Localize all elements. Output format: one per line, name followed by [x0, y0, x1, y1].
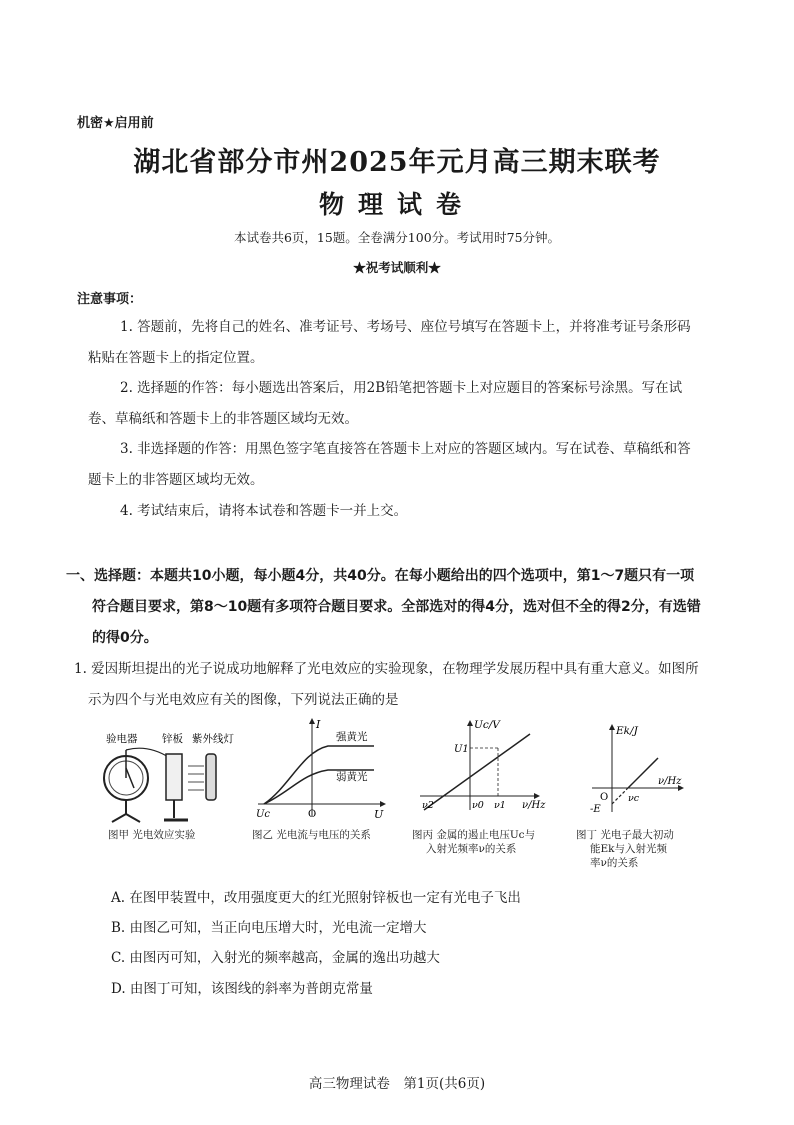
ek-line [628, 758, 658, 788]
label-uv-lamp: 紫外线灯 [192, 733, 234, 745]
option-c[interactable]: C. 由图丙可知，入射光的频率越高，金属的逸出功越大 [111, 950, 440, 966]
figure-c-caption-line2: 入射光频率ν的关系 [426, 843, 517, 855]
v0-label: ν0 [472, 800, 484, 811]
figure-b-caption: 图乙 光电流与电压的关系 [252, 829, 371, 841]
notice-item-2: 2. 选择题的作答：每小题选出答案后，用2B铅笔把答题卡上对应题目的答案标号涂黑。写在试卷、草稿纸和答题卡上的非答题区域均无效。 [88, 380, 683, 427]
notice-item-4: 4. 考试结束后，请将本试卷和答题卡一并上交。 [120, 503, 408, 519]
stand-leg-left [112, 814, 126, 822]
section-heading-text: 一、选择题：本题共10小题，每小题4分，共40分。在每小题给出的四个选项中，第1～7题只有一项符合题目要求，第8～10题有多项符合题目要求。全部选对的得4分，选对但不全的得2分，有选错的得0分。 [66, 568, 701, 646]
y-axis-label: Uc/V [474, 719, 500, 731]
uc-line [424, 734, 530, 810]
figure-c-uc-graph [412, 716, 552, 822]
x-axis-label: ν/Hz [658, 776, 682, 787]
x-axis-label: ν/Hz [522, 800, 546, 811]
figure-d-caption-line3: 率ν的关系 [590, 857, 639, 869]
y-axis-arrow [309, 718, 315, 724]
figure-d-caption-line1: 图丁 光电子最大初动 [576, 829, 674, 841]
question-1-stem [74, 654, 702, 716]
good-luck-note: ★祝考试顺利★ [353, 260, 441, 275]
section-heading [66, 561, 704, 654]
strong-light-label: 强黄光 [336, 731, 368, 743]
question-1-text: 1. 爱因斯坦提出的光子说成功地解释了光电效应的实验现象，在物理学发展历程中具有重大意义。如图所示为四个与光电效应有关的图像，下列说法正确的是 [74, 661, 699, 708]
figure-d-caption [576, 828, 674, 870]
v1-label: ν1 [494, 800, 506, 811]
confidential-label: 机密★启用前 [77, 116, 154, 131]
figure-d-ek-graph [578, 716, 698, 822]
zinc-plate [166, 754, 182, 800]
exam-title: 湖北省部分市州2025年元月高三期末联考 [133, 147, 661, 178]
figure-a-apparatus [98, 728, 234, 828]
notice-item-3: 3. 非选择题的作答：用黑色签字笔直接答在答题卡上对应的答题区域内。写在试卷、草稿纸和答题卡上的非答题区域均无效。 [88, 441, 691, 488]
label-electroscope: 验电器 [106, 733, 138, 745]
weak-light-label: 弱黄光 [336, 771, 368, 783]
ek-line-extension [612, 788, 628, 804]
figure-b-iv-graph [250, 716, 390, 822]
page-footer: 高三物理试卷 第1页(共6页) [308, 1076, 486, 1092]
y-axis-label: I [316, 718, 321, 731]
uv-lamp [206, 754, 216, 800]
figure-d-caption-line2: 能Ek与入射光频 [590, 843, 668, 855]
stand-leg-right [126, 814, 140, 822]
origin-label: O [308, 809, 317, 820]
y-axis-label: Ek/J [616, 725, 638, 737]
exam-subject: 物理试卷 [318, 190, 475, 219]
option-a[interactable]: A. 在图甲装置中，改用强度更大的红光照射锌板也一定有光电子飞出 [111, 890, 521, 906]
y-axis-arrow [467, 720, 473, 726]
uc-label: Uc [256, 809, 271, 820]
figure-c-caption-line1: 图丙 金属的遏止电压Uc与 [412, 829, 536, 841]
option-b[interactable]: B. 由图乙可知，当正向电压增大时，光电流一定增大 [111, 920, 427, 936]
figure-c-caption [412, 828, 535, 856]
x-axis-arrow [534, 793, 540, 799]
electroscope-leaf [126, 768, 134, 788]
neg-e-label: -E [590, 804, 601, 815]
vc-label: νc [628, 793, 640, 804]
u1-label: U1 [454, 744, 469, 755]
x-axis-arrow [380, 801, 386, 807]
option-d[interactable]: D. 由图丁可知，该图线的斜率为普朗克常量 [111, 981, 373, 997]
y-axis-arrow [609, 724, 615, 730]
figure-a-caption: 图甲 光电效应实验 [108, 829, 196, 841]
origin-label: O [600, 792, 609, 803]
v2-label: ν2 [422, 800, 434, 811]
notice-heading: 注意事项： [77, 292, 143, 307]
notice-item-1: 1. 答题前，先将自己的姓名、准考证号、考场号、座位号填写在答题卡上，并将准考证号条形码粘贴在答题卡上的指定位置。 [88, 319, 691, 366]
x-axis-label: U [374, 808, 384, 821]
label-zinc-plate: 锌板 [162, 733, 183, 745]
exam-info: 本试卷共6页，15题。全卷满分100分。考试用时75分钟。 [233, 230, 561, 245]
